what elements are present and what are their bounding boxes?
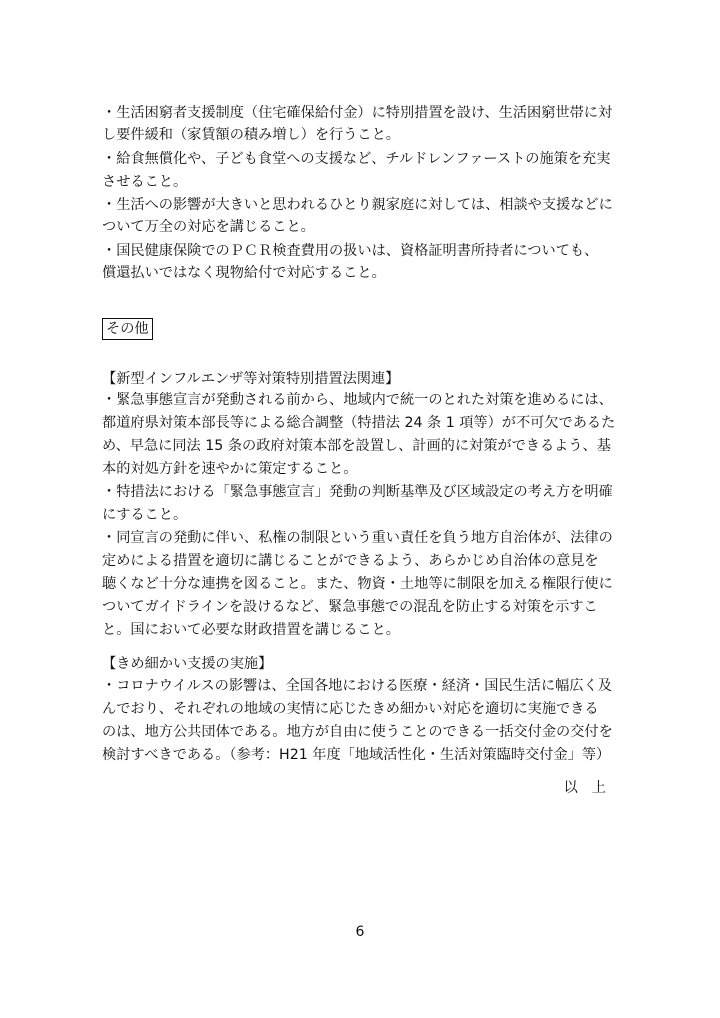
text-line: し要件緩和（家賃額の積み増し）を行うこと。 (102, 127, 400, 143)
subsection-title: 【きめ細かい支援の実施】 (102, 656, 273, 672)
text-line: ついて万全の対応を講じること。 (102, 219, 315, 235)
text-line: ・同宣言の発動に伴い、私権の制限という重い責任を負う地方自治体が、法律の (102, 530, 613, 546)
text-line: ・国民健康保険でのＰＣＲ検査費用の扱いは、資格証明書所持者についても、 (102, 243, 599, 259)
text-line: ・給食無償化や、子ども食堂への支援など、チルドレンファーストの施策を充実 (102, 151, 611, 167)
text-line: のは、地方公共団体である。地方が自由に使うことのできる一括交付金の交付を (102, 724, 613, 740)
text-line: 聴くなど十分な連携を図ること。また、物資・土地等に制限を加える権限行使に (102, 576, 613, 592)
text-line: にすること。 (102, 507, 188, 523)
page-number: 6 (355, 924, 365, 940)
text-line: 償還払いではなく現物給付で対応すること。 (102, 265, 386, 281)
text-line: 都道府県対策本部長等による総合調整（特措法 24 条 1 項等）が不可欠であるた (102, 415, 616, 431)
text-line: ・生活困窮者支援制度（住宅確保給付金）に特別措置を設け、生活困窮世帯に対 (102, 105, 613, 121)
text-line: ・コロナウイルスの影響は、全国各地における医療・経済・国民生活に幅広く及 (102, 678, 612, 694)
text-line: ・生活への影響が大きいと思われるひとり親家庭に対しては、相談や支援などに (102, 197, 613, 213)
text-line: ついてガイドラインを設けるなど、緊急事態での混乱を防止する対策を示すこ (102, 599, 598, 615)
text-line: んでおり、それぞれの地域の実情に応じたきめ細かい対応を適切に実施できる (102, 701, 599, 717)
text-line: 定めによる措置を適切に講じることができるよう、あらかじめ自治体の意見を (102, 553, 599, 569)
text-line: と。国において必要な財政措置を講じること。 (102, 622, 400, 638)
text-line: ・特措法における「緊急事態宣言」発動の判断基準及び区域設定の考え方を明確 (102, 484, 613, 500)
section-heading-other: その他 (102, 318, 153, 340)
closing-text: 以上 (563, 780, 620, 796)
subsection-title: 【新型インフルエンザ等対策特別措置法関連】 (102, 371, 400, 387)
text-line: 本的対処方針を速やかに策定すること。 (102, 461, 358, 477)
text-line: め、早急に同法 15 条の政府対策本部を設置し、計画的に対策ができるよう、基 (102, 438, 611, 454)
text-line: ・緊急事態宣言が発動される前から、地域内で統一のとれた対策を進めるには、 (102, 392, 613, 408)
text-line: 検討すべきである。（参考：H21 年度「地域活性化・生活対策臨時交付金」等） (102, 747, 611, 763)
text-line: させること。 (102, 174, 188, 190)
